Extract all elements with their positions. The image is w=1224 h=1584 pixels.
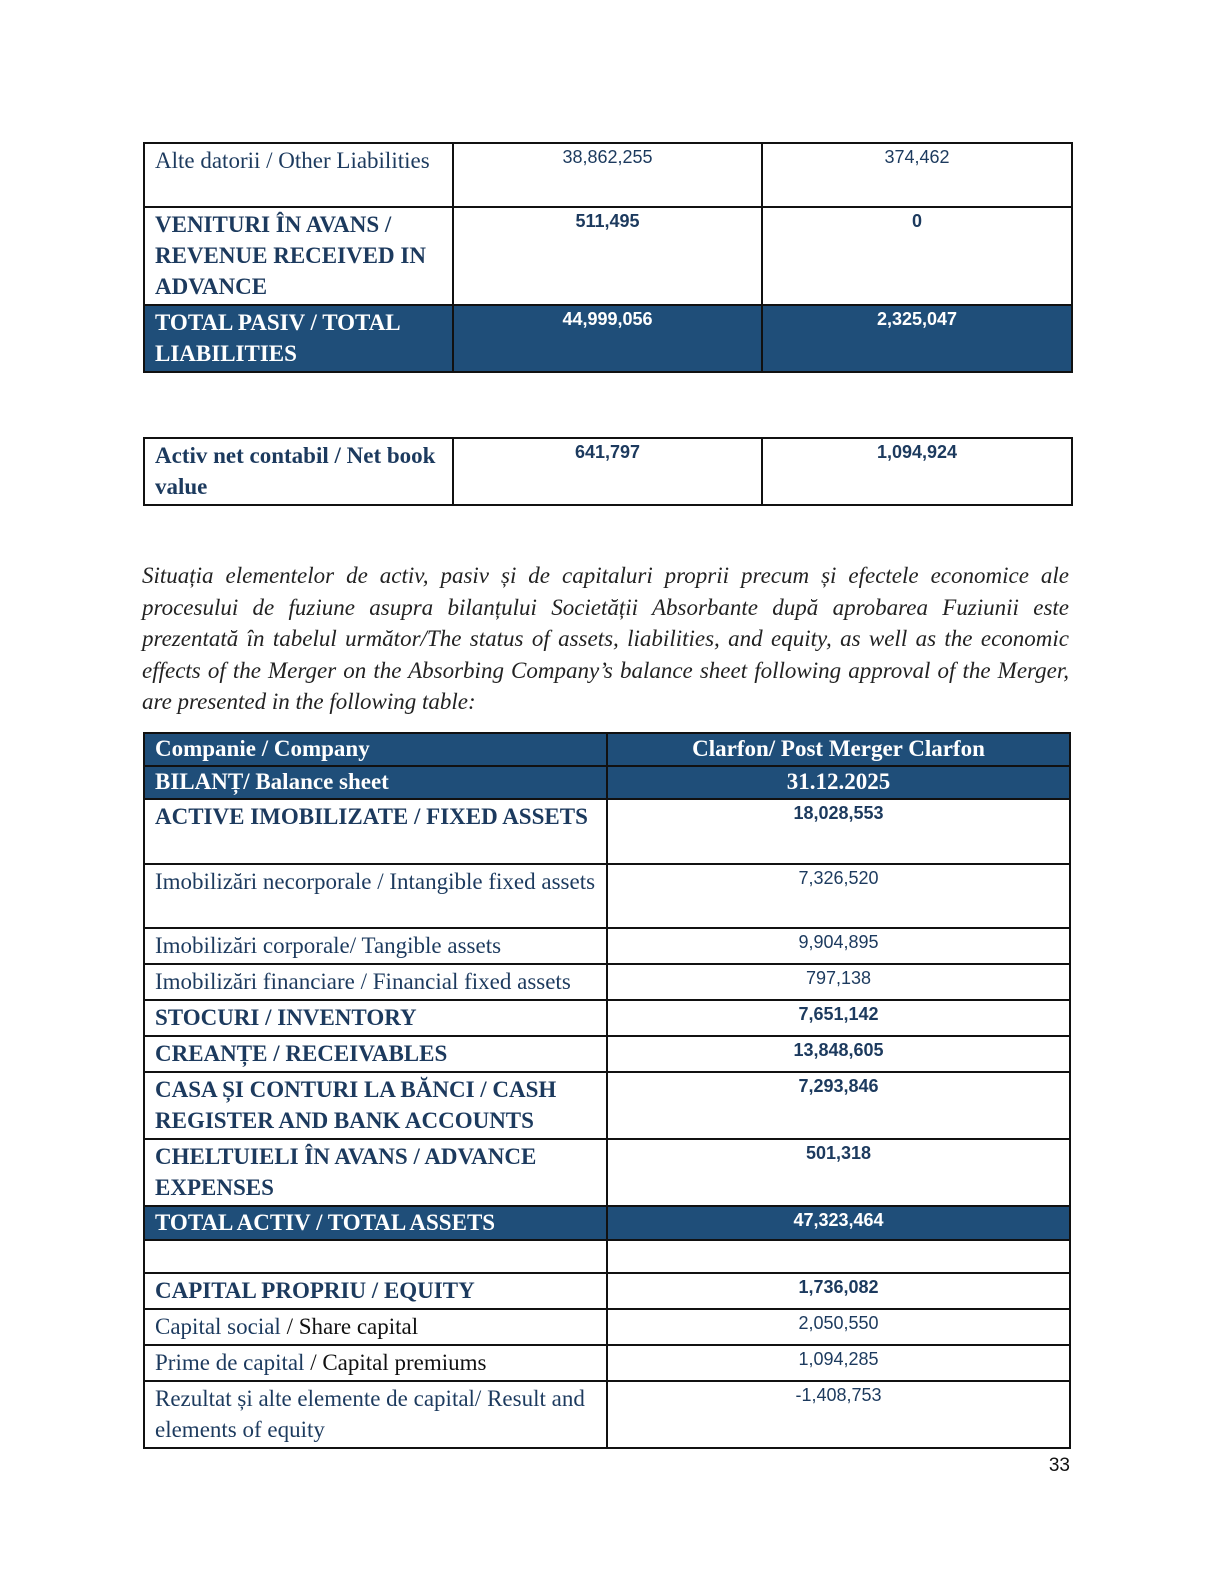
table-row: [144, 143, 1072, 207]
row-value: 13,848,605: [793, 1040, 884, 1060]
table-row: [144, 1036, 1070, 1072]
row-label-en: / Share capital: [280, 1314, 419, 1339]
row-value: 641,797: [574, 442, 641, 462]
row-label: [145, 1346, 606, 1380]
row-value: 7,651,142: [798, 1004, 879, 1024]
table-row-total: [144, 1206, 1070, 1240]
row-value: 797,138: [805, 968, 872, 988]
row-value: 501,318: [805, 1143, 872, 1163]
table-row: [144, 1139, 1070, 1206]
table-row: [144, 1309, 1070, 1345]
table-header-row: [144, 733, 1070, 766]
table-row: [144, 1000, 1070, 1036]
row-value: -1,408,753: [795, 1385, 882, 1405]
header-value: 31.12.2025: [786, 769, 891, 794]
row-value: 2,050,550: [798, 1313, 879, 1333]
table-row-total: [144, 305, 1072, 372]
table-row: [144, 207, 1072, 305]
header-label: Companie / Company: [155, 736, 370, 761]
liabilities-table: [143, 142, 1073, 373]
body-paragraph: Situația elementelor de activ, pasiv și de capitaluri proprii precum și efectele economice ale procesului de fuziune asupra bilanțului Societății Absorbante după aprobarea Fuziunii este prezentată în tabelul următor/The status of assets, liabilities, and equity, as well as the economic effects of the Merger on the Absorbing Company’s balance sheet following approval of the Merger, are presented in the following table:: [142, 563, 1069, 714]
table-row: [144, 1345, 1070, 1381]
row-value: 374,462: [884, 147, 950, 167]
net-book-value-table: [143, 437, 1073, 506]
row-value: 2,325,047: [876, 309, 958, 329]
table-row: [144, 438, 1072, 505]
table-header-row: [144, 766, 1070, 799]
row-label-ro: Prime de capital: [155, 1350, 305, 1375]
row-label: Rezultat și alte elemente de capital/ Result and elements of equity: [155, 1386, 585, 1442]
row-value: 7,326,520: [798, 868, 879, 888]
row-label: TOTAL ACTIV / TOTAL ASSETS: [155, 1210, 496, 1235]
table-row: [144, 964, 1070, 1000]
row-label: Imobilizări financiare / Financial fixed assets: [155, 969, 571, 994]
table-row: [144, 1381, 1070, 1448]
merger-balance-table: [143, 732, 1071, 1449]
row-label: CHELTUIELI ÎN AVANS / ADVANCE EXPENSES: [155, 1144, 537, 1200]
table-row: [144, 1072, 1070, 1139]
row-label: TOTAL PASIV / TOTAL LIABILITIES: [155, 310, 400, 366]
row-value: 18,028,553: [793, 803, 884, 823]
row-value: 511,495: [575, 211, 640, 231]
row-label-en: / Capital premiums: [304, 1350, 487, 1375]
table-row: [144, 864, 1070, 928]
row-label: STOCURI / INVENTORY: [155, 1005, 417, 1030]
row-label: Imobilizări corporale/ Tangible assets: [155, 933, 502, 958]
page-number: 33: [1048, 1455, 1070, 1476]
row-label: Imobilizări necorporale / Intangible fixed assets: [155, 869, 596, 894]
row-value: [608, 1241, 1069, 1242]
header-label: BILANȚ/ Balance sheet: [155, 769, 389, 794]
row-value: 0: [911, 211, 922, 231]
row-value: 1,094,285: [798, 1349, 879, 1369]
row-label: VENITURI ÎN AVANS / REVENUE RECEIVED IN ADVANCE: [155, 212, 426, 299]
row-value: 47,323,464: [793, 1210, 884, 1230]
table-row: [144, 928, 1070, 964]
row-value: 7,293,846: [798, 1076, 879, 1096]
row-value: 1,736,082: [798, 1277, 879, 1297]
table-row: [144, 799, 1070, 864]
row-label: CAPITAL PROPRIU / EQUITY: [155, 1278, 475, 1303]
table-row: [144, 1273, 1070, 1309]
row-label: ACTIVE IMOBILIZATE / FIXED ASSETS: [155, 804, 588, 829]
row-value: 44,999,056: [562, 309, 653, 329]
row-value: 9,904,895: [798, 932, 879, 952]
row-label: Alte datorii / Other Liabilities: [155, 148, 430, 173]
row-value: 38,862,255: [562, 147, 653, 167]
row-label: [145, 1241, 606, 1244]
header-value: Clarfon/ Post Merger Clarfon: [692, 736, 985, 761]
row-label: CASA ȘI CONTURI LA BĂNCI / CASH REGISTER AND BANK ACCOUNTS: [155, 1077, 557, 1133]
row-label: [145, 1310, 606, 1344]
table-row-empty: [144, 1240, 1070, 1273]
row-label: Activ net contabil / Net book value: [155, 443, 436, 499]
row-label: CREANȚE / RECEIVABLES: [155, 1041, 448, 1066]
row-label-ro: Capital social: [155, 1314, 281, 1339]
row-value: 1,094,924: [876, 442, 958, 462]
